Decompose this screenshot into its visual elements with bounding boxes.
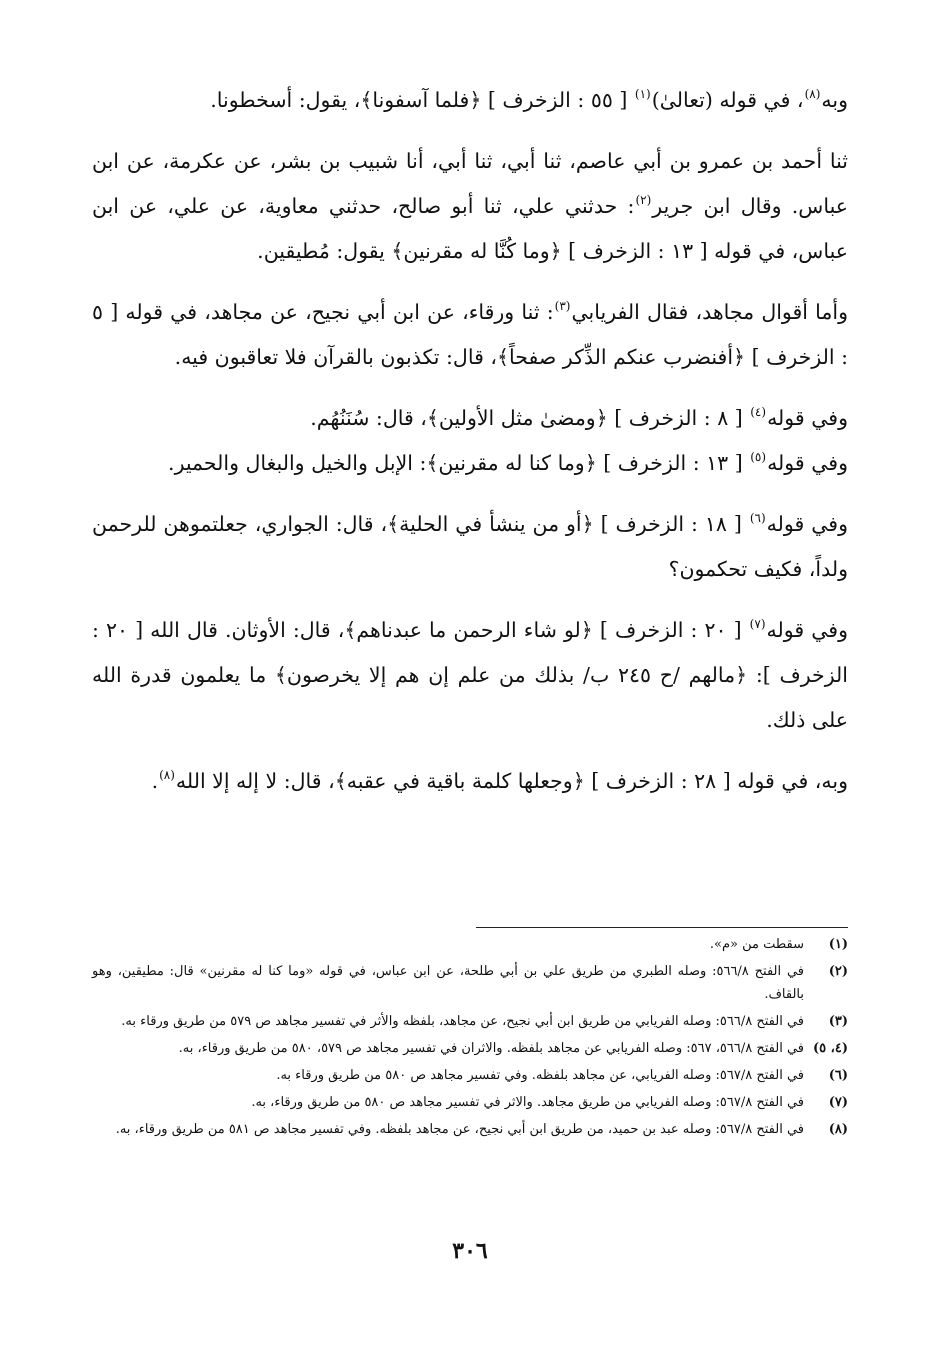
footnote-marker[interactable]: (٣) <box>554 299 571 313</box>
paragraph <box>92 502 848 592</box>
footnote <box>92 933 848 956</box>
paragraph <box>92 441 848 486</box>
footnote-marker[interactable]: (٥) <box>750 450 767 464</box>
footnote-text: سقطت من «م». <box>709 937 804 952</box>
footnote-number: (٤، ٥) <box>812 1041 848 1056</box>
footnote <box>92 1118 848 1141</box>
paragraph-text: [ ٨ : الزخرف ] ﴿ومضىٰ مثل الأولين﴾، قال: سُنَنُهُم. <box>310 406 750 430</box>
paragraph <box>92 139 848 274</box>
main-text <box>92 78 848 820</box>
footnote-number: (٦) <box>828 1068 848 1083</box>
footnote-number: (٣) <box>828 1014 848 1029</box>
footnote-divider <box>476 927 848 928</box>
paragraph-text: [ ٥٥ : الزخرف ] ﴿فلما آسفونا﴾، يقول: أسخطونا. <box>210 88 634 112</box>
footnote-text: في الفتح ٥٦٦/٨: وصله الطبري من طريق علي بن أبي طلحة، عن ابن عباس، في قوله «وما كنا له مقرنين» قال: مطيقين، وهو بالقاف. <box>92 964 804 1002</box>
footnote <box>92 1037 848 1060</box>
paragraph <box>92 608 848 743</box>
paragraph-text: ، في قوله (تعالىٰ) <box>651 88 804 112</box>
footnote-number: (٢) <box>828 964 848 979</box>
paragraph <box>92 78 848 123</box>
footnote <box>92 960 848 1006</box>
paragraph <box>92 290 848 380</box>
paragraph-text: وفي قوله <box>766 618 848 642</box>
footnotes <box>92 933 848 1145</box>
footnote-text: في الفتح ٥٦٦/٨، ٥٦٧: وصله الفريابي عن مجاهد بلفظه. والاثران في تفسير مجاهد ص ٥٧٩، ٥٨٠ من طريق ورقاء، به. <box>178 1041 804 1056</box>
footnote-marker[interactable]: (٤) <box>750 405 767 419</box>
paragraph-text: وفي قوله <box>766 512 849 536</box>
paragraph-text: [ ١٣ : الزخرف ] ﴿وما كنا له مقرنين﴾: الإبل والخيل والبغال والحمير. <box>168 451 750 475</box>
footnote-number: (٧) <box>828 1095 848 1110</box>
footnote-text: في الفتح ٥٦٧/٨: وصله الفريابي، عن مجاهد بلفظه. وفي تفسير مجاهد ص ٥٨٠ من طريق ورقاء به. <box>276 1068 804 1083</box>
page-number: ٣٠٦ <box>452 1238 488 1264</box>
footnote-marker[interactable]: (٧) <box>749 617 766 631</box>
footnote-marker[interactable]: (٨) <box>159 768 175 782</box>
paragraph-text: . <box>151 769 159 793</box>
paragraph <box>92 759 848 804</box>
paragraph-text: : حدثني علي، ثنا أبو صالح، حدثني معاوية، عن علي، عن ابن عباس، في قوله [ ١٣ : الزخرف ] ﴿وما كُنَّا له مقرنين﴾ يقول: مُطيقين. <box>92 194 848 263</box>
footnote-marker[interactable]: (٦) <box>749 511 766 525</box>
footnote-text: في الفتح ٥٦٧/٨: وصله الفريابي من طريق مجاهد. والاثر في تفسير مجاهد ص ٥٨٠ من طريق ورقاء، به. <box>251 1095 804 1110</box>
paragraph-text: ثنا أحمد بن عمرو بن أبي عاصم، ثنا أبي، ثنا أبي، أنا شبيب بن بشر، عن عكرمة، عن ابن عباس. وقال ابن جرير <box>92 149 848 218</box>
footnote-number: (١) <box>828 937 848 952</box>
paragraph <box>92 396 848 441</box>
footnote <box>92 1010 848 1033</box>
paragraph-text: [ ٢٠ : الزخرف ] ﴿لو شاء الرحمن ما عبدناهم﴾، قال: الأوثان. قال الله [ ٢٠ : الزخرف ]: ﴿مالهم /ح ٢٤٥ ب/ بذلك من علم إن هم إلا يخرصون﴾ ما يعلمون قدرة الله على ذلك. <box>92 618 848 732</box>
footnote-marker[interactable]: (٨) <box>804 87 821 101</box>
paragraph-text: [ ١٨ : الزخرف ] ﴿أو من ينشأ في الحلية﴾، قال: الجواري، جعلتموهن للرحمن ولداً، فكيف تحكمون؟ <box>92 512 848 581</box>
paragraph-text: وفي قوله <box>767 451 848 475</box>
footnote <box>92 1064 848 1087</box>
footnote-marker[interactable]: (٢) <box>635 193 652 207</box>
paragraph-text: وفي قوله <box>767 406 848 430</box>
paragraph-text: وبه، في قوله [ ٢٨ : الزخرف ] ﴿وجعلها كلمة باقية في عقبه﴾، قال: لا إله إلا الله <box>175 769 848 793</box>
footnote-number: (٨) <box>828 1122 848 1137</box>
footnote-text: في الفتح ٥٦٦/٨: وصله الفريابي من طريق ابن أبي نجيح، عن مجاهد، بلفظه والأثر في تفسير مجاهد ص ٥٧٩ من طريق ورقاء به. <box>121 1014 804 1029</box>
footnote <box>92 1091 848 1114</box>
paragraph-text: وبه <box>821 88 848 112</box>
paragraph-text: وأما أقوال مجاهد، فقال الفريابي <box>571 300 848 324</box>
paragraph-text: : ثنا ورقاء، عن ابن أبي نجيح، عن مجاهد، في قوله [ ٥ : الزخرف ] ﴿أفنضرب عنكم الذِّكر صفحاً﴾، قال: تكذبون بالقرآن فلا تعاقبون فيه. <box>92 300 848 369</box>
footnote-marker[interactable]: (١) <box>634 87 651 101</box>
footnote-text: في الفتح ٥٦٧/٨: وصله عبد بن حميد، من طريق ابن أبي نجيح، عن مجاهد بلفظه. وفي تفسير مجاهد ص ٥٨١ من طريق ورقاء، به. <box>115 1122 804 1137</box>
